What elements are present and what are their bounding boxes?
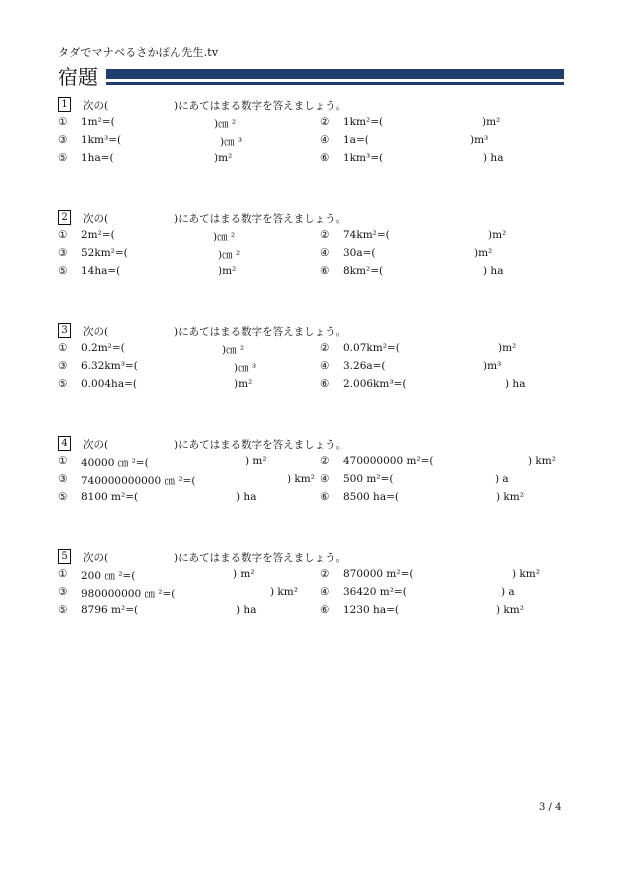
answer-unit: ) km² <box>496 604 524 616</box>
problem-expression: 1km³=( <box>81 134 122 146</box>
answer-unit: ) ha <box>236 491 257 503</box>
problem-expression: 14ha=( <box>81 265 121 277</box>
problem-number: ④ <box>320 473 330 485</box>
question-number-box: 3 <box>58 323 71 338</box>
problem-expression: 0.07km²=( <box>343 342 400 354</box>
problem-number: ⑥ <box>320 152 330 164</box>
problem-expression: 0.004ha=( <box>81 378 137 390</box>
problem-row <box>58 472 564 490</box>
problem-number: ② <box>320 568 330 580</box>
answer-unit: ) a <box>501 586 515 598</box>
answer-unit: )㎝ ³ <box>234 362 257 374</box>
problem-row <box>58 341 564 359</box>
site-name: タダでマナベるさかぽん先生.tv <box>58 46 219 59</box>
answer-unit: )㎝ ² <box>214 118 237 130</box>
problem-number: ① <box>58 568 68 580</box>
answer-unit: )m² <box>218 265 237 277</box>
problem-expression: 470000000 m²=( <box>343 455 434 467</box>
answer-unit: )㎝ ² <box>213 231 236 243</box>
answer-unit: )㎝ ² <box>218 249 241 261</box>
problem-number: ⑥ <box>320 491 330 503</box>
page-title: 宿題 <box>58 65 98 89</box>
problem-row <box>58 246 564 264</box>
question-instruction-start: 次の( <box>83 439 109 451</box>
problem-number: ④ <box>320 134 330 146</box>
question-header <box>58 549 564 567</box>
answer-unit: )m² <box>214 152 233 164</box>
title-bar-thin <box>106 82 564 85</box>
question-header <box>58 210 564 228</box>
problem-expression: 0.2m²=( <box>81 342 125 354</box>
answer-unit: )m² <box>488 229 507 241</box>
problem-expression: 1km³=( <box>343 152 384 164</box>
answer-unit: ) ha <box>483 152 504 164</box>
problem-number: ④ <box>320 360 330 372</box>
problem-number: ③ <box>58 247 68 259</box>
problem-number: ⑤ <box>58 491 68 503</box>
question-number-box: 4 <box>58 436 71 451</box>
question-instruction-start: 次の( <box>83 213 109 225</box>
answer-unit: ) ha <box>483 265 504 277</box>
problem-expression: 36420 m²=( <box>343 586 407 598</box>
problem-expression: 40000 ㎝ ²=( <box>81 457 149 469</box>
answer-unit: )㎝ ³ <box>220 136 243 148</box>
answer-unit: ) ha <box>236 604 257 616</box>
problem-number: ① <box>58 342 68 354</box>
answer-unit: )m² <box>234 378 253 390</box>
problem-number: ② <box>320 342 330 354</box>
question-instruction-start: 次の( <box>83 326 109 338</box>
question-instruction-end: )にあてはまる数字を答えましょう。 <box>174 439 347 451</box>
problem-number: ⑤ <box>58 604 68 616</box>
problem-number: ③ <box>58 586 68 598</box>
problem-number: ② <box>320 455 330 467</box>
answer-unit: ) km² <box>496 491 524 503</box>
answer-unit: ) a <box>495 473 509 485</box>
answer-unit: ) ha <box>505 378 526 390</box>
problem-expression: 8100 m²=( <box>81 491 139 503</box>
answer-unit: ) m² <box>245 455 267 467</box>
question-instruction-end: )にあてはまる数字を答えましょう。 <box>174 213 347 225</box>
answer-unit: ) m² <box>233 568 255 580</box>
question-section-5 <box>58 549 564 621</box>
answer-unit: )m² <box>474 247 493 259</box>
problem-row <box>58 115 564 133</box>
problem-row <box>58 603 564 621</box>
problem-number: ⑤ <box>58 378 68 390</box>
problem-expression: 1a=( <box>343 134 369 146</box>
question-number-box: 5 <box>58 549 71 564</box>
answer-unit: )m² <box>498 342 517 354</box>
question-number-box: 1 <box>58 97 71 112</box>
problem-number: ① <box>58 455 68 467</box>
problem-expression: 2.006km³=( <box>343 378 407 390</box>
question-instruction-start: 次の( <box>83 100 109 112</box>
problem-row <box>58 490 564 508</box>
answer-unit: )m³ <box>483 360 502 372</box>
problem-number: ④ <box>320 247 330 259</box>
title-header <box>58 66 564 90</box>
question-instruction-end: )にあてはまる数字を答えましょう。 <box>174 326 347 338</box>
answer-unit: )m² <box>482 116 501 128</box>
problem-expression: 2m²=( <box>81 229 115 241</box>
problem-number: ② <box>320 116 330 128</box>
answer-unit: )m³ <box>470 134 489 146</box>
problem-expression: 8796 m²=( <box>81 604 139 616</box>
problem-expression: 1ha=( <box>81 152 114 164</box>
problem-number: ② <box>320 229 330 241</box>
question-header <box>58 97 564 115</box>
problem-row <box>58 151 564 169</box>
question-instruction-end: )にあてはまる数字を答えましょう。 <box>174 552 347 564</box>
problem-expression: 1km²=( <box>343 116 384 128</box>
question-section-3 <box>58 323 564 395</box>
problem-expression: 870000 m²=( <box>343 568 414 580</box>
problem-number: ⑥ <box>320 604 330 616</box>
problem-expression: 74km²=( <box>343 229 390 241</box>
problem-expression: 1230 ha=( <box>343 604 399 616</box>
problem-number: ⑥ <box>320 378 330 390</box>
question-section-2 <box>58 210 564 282</box>
problem-expression: 3.26a=( <box>343 360 386 372</box>
question-section-1 <box>58 97 564 169</box>
answer-unit: ) km² <box>287 473 315 485</box>
title-bar-thick <box>106 69 564 79</box>
answer-unit: ) km² <box>270 586 298 598</box>
problem-expression: 30a=( <box>343 247 376 259</box>
problem-number: ⑥ <box>320 265 330 277</box>
question-header <box>58 323 564 341</box>
problem-number: ① <box>58 116 68 128</box>
problem-expression: 8km²=( <box>343 265 384 277</box>
problem-expression: 1m²=( <box>81 116 115 128</box>
problem-number: ① <box>58 229 68 241</box>
problem-expression: 500 m²=( <box>343 473 394 485</box>
problem-number: ⑤ <box>58 265 68 277</box>
problem-row <box>58 264 564 282</box>
problem-number: ③ <box>58 473 68 485</box>
question-number-box: 2 <box>58 210 71 225</box>
problem-expression: 980000000 ㎝ ²=( <box>81 588 176 600</box>
problem-row <box>58 359 564 377</box>
answer-unit: ) km² <box>512 568 540 580</box>
problem-number: ⑤ <box>58 152 68 164</box>
question-header <box>58 436 564 454</box>
answer-unit: ) km² <box>528 455 556 467</box>
question-instruction-end: )にあてはまる数字を答えましょう。 <box>174 100 347 112</box>
question-section-4 <box>58 436 564 508</box>
problem-expression: 740000000000 ㎝ ²=( <box>81 475 196 487</box>
problem-expression: 8500 ha=( <box>343 491 399 503</box>
page-number: 3 / 4 <box>539 802 562 813</box>
problem-expression: 6.32km³=( <box>81 360 138 372</box>
problem-number: ④ <box>320 586 330 598</box>
problem-expression: 52km²=( <box>81 247 128 259</box>
problem-expression: 200 ㎝ ²=( <box>81 570 136 582</box>
problem-row <box>58 585 564 603</box>
problem-row <box>58 228 564 246</box>
problem-row <box>58 454 564 472</box>
problem-row <box>58 567 564 585</box>
question-instruction-start: 次の( <box>83 552 109 564</box>
problem-number: ③ <box>58 134 68 146</box>
problem-row <box>58 133 564 151</box>
answer-unit: )㎝ ² <box>222 344 245 356</box>
problem-row <box>58 377 564 395</box>
problem-number: ③ <box>58 360 68 372</box>
